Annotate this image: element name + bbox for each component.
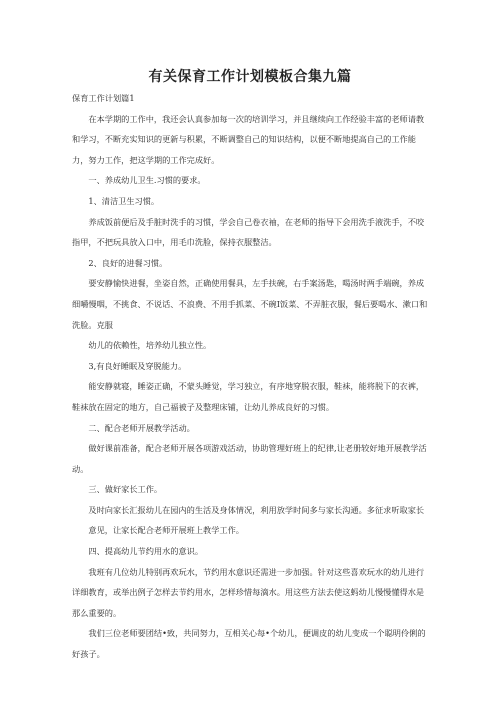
paragraph: 在本学期的工作中，我还会认真参加每一次的培训学习，并且继续向工作经验丰富的老师请教和学习，不断充实知识的更新与积累，不断调整自己的知识结构，以便不断地提高自己的工作能力，努力工作，把这学期的工作完成好。 — [72, 113, 425, 165]
paragraph: 要安静愉快进餐，坐姿自然，正确使用餐具，左手扶碗，右手案汤匙，喝汤时两手端碗，养成细嚼慢咽，不挑食、不说话、不浪费、不用手抓菜、不碗I饭菜、不弄脏衣服，餐后要喝水、漱口和洗脸。克服 — [72, 278, 428, 330]
paragraph: 四、提高幼儿节约用水的意识。 — [88, 546, 204, 557]
paragraph: 及时向家长汇报幼儿在园内的生活及身体情况，利用放学时间多与家长沟通。多征求听取家长意见，让家长配合老师开展班上教学工作。 — [88, 504, 425, 536]
document-title: 有关保育工作计划模板合集九篇 — [148, 69, 352, 85]
paragraph: 2、良好的进餐习惯。 — [88, 257, 168, 268]
paragraph: 我们三位老师要团结•致，共同努力，互相关心每•个幼儿，便调皮的幼儿变成一个聪明伶俐的好孩子。 — [72, 628, 426, 660]
document-body — [72, 88, 430, 665]
paragraph: 3,有良好睡眠及穿脱能力。 — [88, 360, 187, 371]
paragraph: 幼儿的依赖性，培养幼儿独立性。 — [88, 340, 212, 351]
paragraph: 一、养成幼儿卫生.习惯的要求。 — [88, 175, 206, 186]
paragraph: 做好课前准备，配合老师开展各项游戏活动，协助管理好班上的纪律,让老册较好地开展教学活动。 — [72, 443, 427, 474]
section-heading: 保育工作计划篇1 — [72, 93, 135, 103]
paragraph: 能安静就寝，睡姿正确，不蒙头睡觉，学习独立，有序地穿脱衣服，鞋袜，能将脱下的衣裤，鞋袜放在固定的地方，自己福被子及整理床铺，让幼儿养成良好的习惯。 — [72, 381, 425, 412]
paragraph: 1、清洁卫生习惯。 — [88, 195, 160, 206]
paragraph: 我班有几位幼儿特别再欢玩水，节约用水意识还需进一步加强。针对这些喜欢玩水的幼儿进行详细教育，或举出例子怎样去节约用水，怎样珍惜每滴水。用这些方法去使这蚂幼儿慢慢懂得水是那么重要的。 — [72, 566, 425, 618]
paragraph: 养成饭前便后及手脏时洗手的习惯，学会自己卷衣袖，在老师的指导下会用洗手液洗手，不咬指甲，不把玩具放入口中，用毛巾洗脸，保持衣服整洁。 — [72, 216, 425, 248]
paragraph: 二、配合老师开展教学活动。 — [88, 422, 195, 433]
paragraph: 三、做好家长工作。 — [88, 484, 163, 495]
